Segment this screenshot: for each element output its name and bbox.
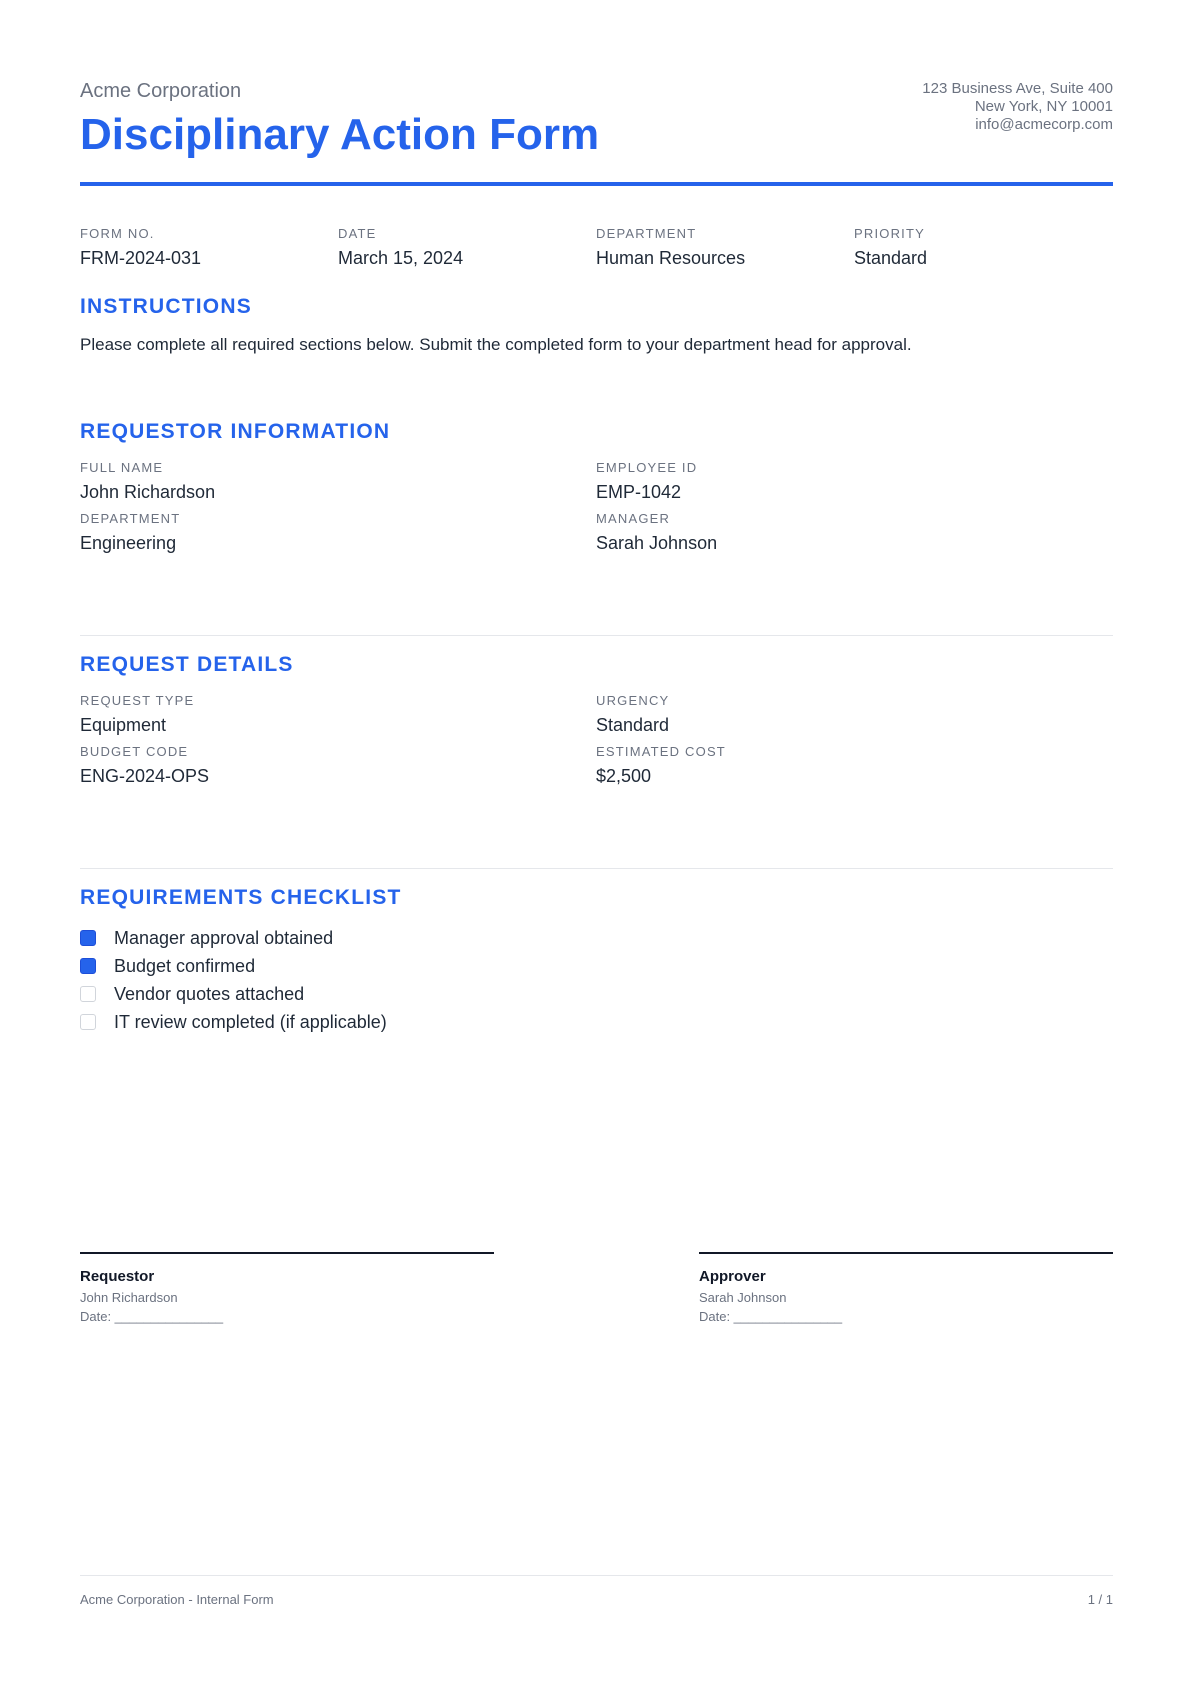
instructions-heading: INSTRUCTIONS	[80, 295, 252, 318]
footer-divider	[80, 1575, 1113, 1576]
checkbox[interactable]	[80, 958, 96, 974]
form-page	[80, 0, 1113, 1683]
page-title: Disciplinary Action Form	[80, 110, 600, 159]
checklist-item[interactable]	[80, 980, 387, 1008]
meta-label: DATE	[338, 226, 377, 241]
signature-date: Date: _______________	[699, 1309, 843, 1324]
header-divider	[80, 182, 1113, 186]
field-value: ENG-2024-OPS	[80, 766, 210, 786]
field-label: FULL NAME	[80, 460, 164, 475]
meta-value: FRM-2024-031	[80, 248, 202, 268]
checkbox[interactable]	[80, 1014, 96, 1030]
field-label: DEPARTMENT	[80, 511, 181, 526]
company-address	[922, 80, 1113, 134]
field-value: Equipment	[80, 715, 167, 735]
field-label: EMPLOYEE ID	[596, 460, 698, 475]
signature-role: Requestor	[80, 1268, 155, 1285]
company-email: info@acmecorp.com	[975, 116, 1113, 133]
form-meta-row	[80, 226, 1113, 276]
checklist-item[interactable]	[80, 952, 387, 980]
field-label: MANAGER	[596, 511, 671, 526]
meta-value: March 15, 2024	[338, 248, 464, 268]
meta-label: DEPARTMENT	[596, 226, 697, 241]
requestor-heading: REQUESTOR INFORMATION	[80, 420, 391, 443]
signature-approver	[699, 1252, 1113, 1325]
field-urgency	[596, 693, 669, 736]
requirements-checklist	[80, 924, 387, 1036]
section-divider	[80, 868, 1113, 869]
field-label: BUDGET CODE	[80, 744, 189, 759]
meta-priority	[854, 226, 927, 269]
signature-line[interactable]	[80, 1252, 494, 1254]
address-line-2: New York, NY 10001	[974, 98, 1113, 115]
instructions-text: Please complete all required sections below. Submit the completed form to your department head for approval.	[80, 335, 912, 354]
meta-form-number	[80, 226, 201, 269]
meta-label: PRIORITY	[854, 226, 925, 241]
field-value: Engineering	[80, 533, 177, 553]
checklist-item-label: Vendor quotes attached	[114, 983, 305, 1004]
page-number: 1 / 1	[1087, 1592, 1113, 1607]
address-line-1: 123 Business Ave, Suite 400	[922, 80, 1113, 97]
field-label: URGENCY	[596, 693, 670, 708]
section-divider	[80, 635, 1113, 636]
field-manager	[596, 511, 717, 554]
checklist-item[interactable]	[80, 924, 387, 952]
meta-department	[596, 226, 745, 269]
field-value: Standard	[596, 715, 670, 735]
field-department	[80, 511, 180, 554]
checklist-item[interactable]	[80, 1008, 387, 1036]
checkbox[interactable]	[80, 986, 96, 1002]
field-request-type	[80, 693, 194, 736]
signature-role: Approver	[699, 1268, 766, 1285]
company-name: Acme Corporation	[80, 80, 242, 102]
field-full-name	[80, 460, 215, 503]
field-value: $2,500	[596, 766, 652, 786]
field-budget-code	[80, 744, 209, 787]
checklist-item-label: Manager approval obtained	[114, 927, 334, 948]
field-value: EMP-1042	[596, 482, 682, 502]
field-employee-id	[596, 460, 697, 503]
field-value: John Richardson	[80, 482, 216, 502]
signature-name: Sarah Johnson	[699, 1290, 787, 1305]
footer-text: Acme Corporation - Internal Form	[80, 1592, 274, 1607]
meta-date	[338, 226, 463, 269]
meta-label: FORM NO.	[80, 226, 155, 241]
field-label: REQUEST TYPE	[80, 693, 195, 708]
signature-requestor	[80, 1252, 494, 1325]
field-label: ESTIMATED COST	[596, 744, 726, 759]
field-estimated-cost	[596, 744, 726, 787]
field-value: Sarah Johnson	[596, 533, 718, 553]
meta-value: Standard	[854, 248, 928, 268]
checklist-item-label: IT review completed (if applicable)	[114, 1011, 387, 1032]
signature-line[interactable]	[699, 1252, 1113, 1254]
request-details-heading: REQUEST DETAILS	[80, 653, 294, 676]
checklist-item-label: Budget confirmed	[114, 955, 256, 976]
signature-name: John Richardson	[80, 1290, 178, 1305]
checklist-heading: REQUIREMENTS CHECKLIST	[80, 886, 402, 909]
checkbox[interactable]	[80, 930, 96, 946]
signature-date: Date: _______________	[80, 1309, 224, 1324]
meta-value: Human Resources	[596, 248, 746, 268]
